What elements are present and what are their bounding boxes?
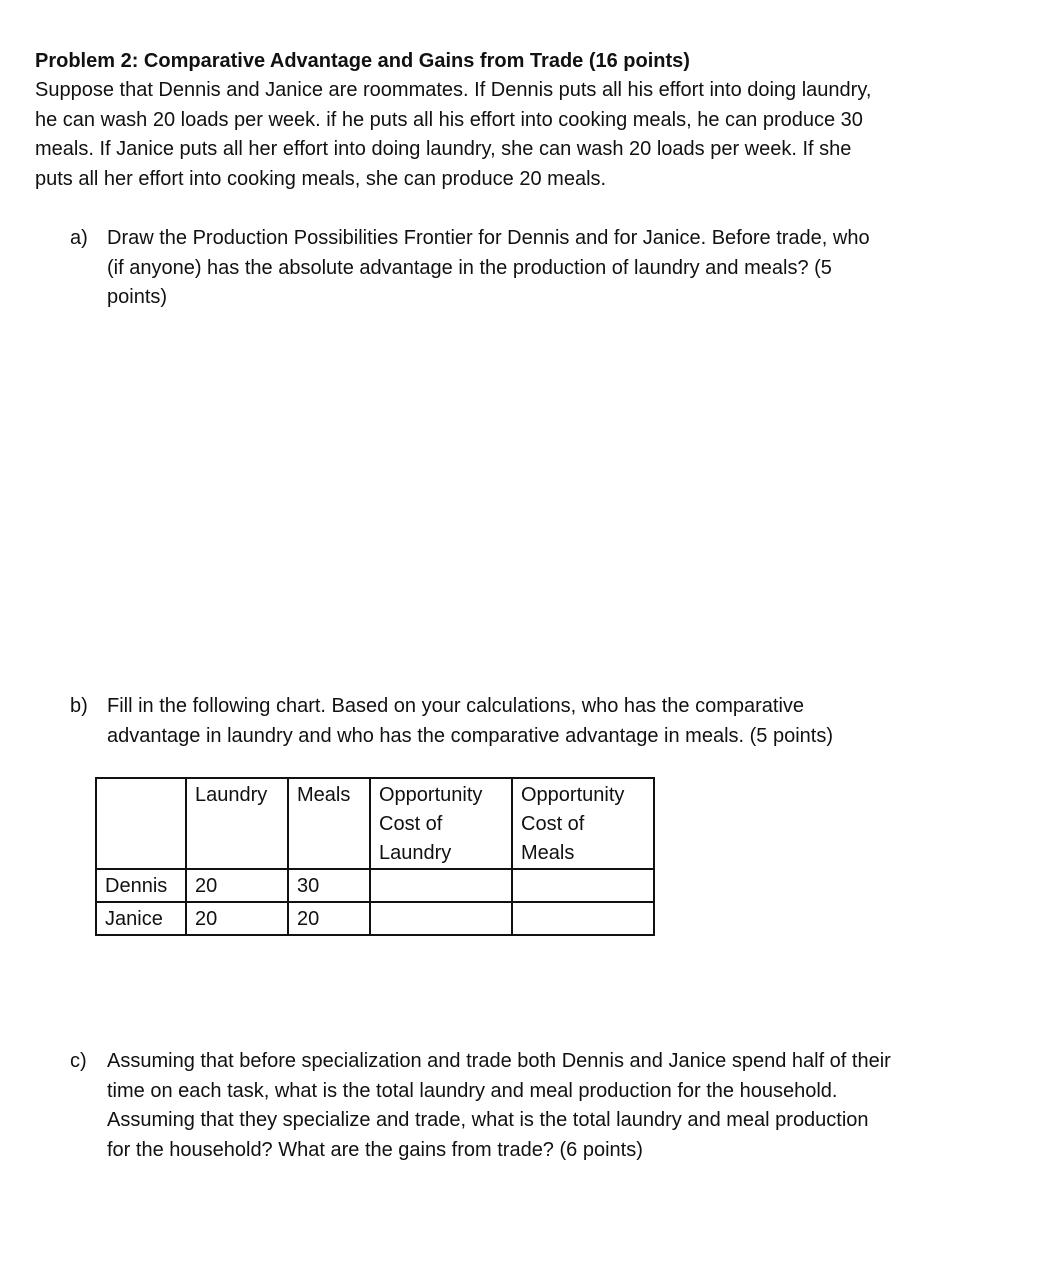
question-line: (if anyone) has the absolute advantage in the production of laundry and meals? (5 [107, 256, 832, 279]
header-text: Laundry [195, 784, 268, 806]
meals-cell: 30 [288, 869, 370, 902]
question-line: Assuming that they specialize and trade, what is the total laundry and meal production [107, 1109, 869, 1131]
row-name-cell: Dennis [96, 869, 186, 902]
row-name-cell: Janice [96, 902, 186, 935]
header-cell-meals [288, 778, 370, 869]
header-text: Cost of [379, 813, 443, 835]
intro-line: he can wash 20 loads per week. if he puts all his effort into cooking meals, he can produce 30 [35, 108, 863, 131]
question-b-label: b) [70, 695, 88, 717]
table-header-row [96, 778, 654, 869]
question-line: advantage in laundry and who has the comparative advantage in meals. (5 points) [107, 724, 834, 747]
question-b [70, 692, 990, 751]
table-row [96, 902, 654, 935]
oc-meals-cell[interactable] [512, 902, 654, 935]
question-b-text [107, 692, 990, 751]
header-cell-oc-meals [512, 778, 654, 869]
intro-line: Suppose that Dennis and Janice are roommates. If Dennis puts all his effort into doing laundry, [35, 79, 872, 101]
header-text: Meals [521, 842, 575, 864]
question-line: Fill in the following chart. Based on your calculations, who has the comparative [107, 695, 805, 717]
header-cell-laundry [186, 778, 288, 869]
question-line: points) [107, 286, 168, 308]
intro-line: meals. If Janice puts all her effort into doing laundry, she can wash 20 loads per week. If she [35, 138, 852, 160]
header-text: Cost of [521, 813, 585, 835]
question-a-text [107, 224, 990, 313]
oc-meals-cell[interactable] [512, 869, 654, 902]
header-text: Opportunity [521, 784, 625, 806]
problem-title: Problem 2: Comparative Advantage and Gains from Trade (16 points) [35, 50, 690, 72]
question-c-text [107, 1047, 990, 1165]
header-cell-oc-laundry [370, 778, 512, 869]
header-text: Opportunity [379, 784, 483, 806]
question-a [70, 224, 990, 313]
question-line: Assuming that before specialization and trade both Dennis and Janice spend half of their [107, 1050, 891, 1072]
problem-intro [35, 76, 995, 194]
laundry-cell: 20 [186, 902, 288, 935]
header-text: Laundry [379, 842, 452, 864]
opportunity-cost-table [95, 777, 655, 936]
oc-laundry-cell[interactable] [370, 902, 512, 935]
question-a-label: a) [70, 227, 88, 249]
question-line: time on each task, what is the total laundry and meal production for the household. [107, 1079, 838, 1102]
question-c [70, 1047, 990, 1165]
laundry-cell: 20 [186, 869, 288, 902]
intro-line: puts all her effort into cooking meals, she can produce 20 meals. [35, 167, 607, 190]
question-line: Draw the Production Possibilities Frontier for Dennis and for Janice. Before trade, who [107, 227, 870, 249]
header-cell-empty [96, 778, 186, 869]
header-text: Meals [297, 784, 351, 806]
question-line: for the household? What are the gains from trade? (6 points) [107, 1138, 643, 1161]
meals-cell: 20 [288, 902, 370, 935]
question-c-label: c) [70, 1050, 87, 1072]
table-row [96, 869, 654, 902]
oc-laundry-cell[interactable] [370, 869, 512, 902]
